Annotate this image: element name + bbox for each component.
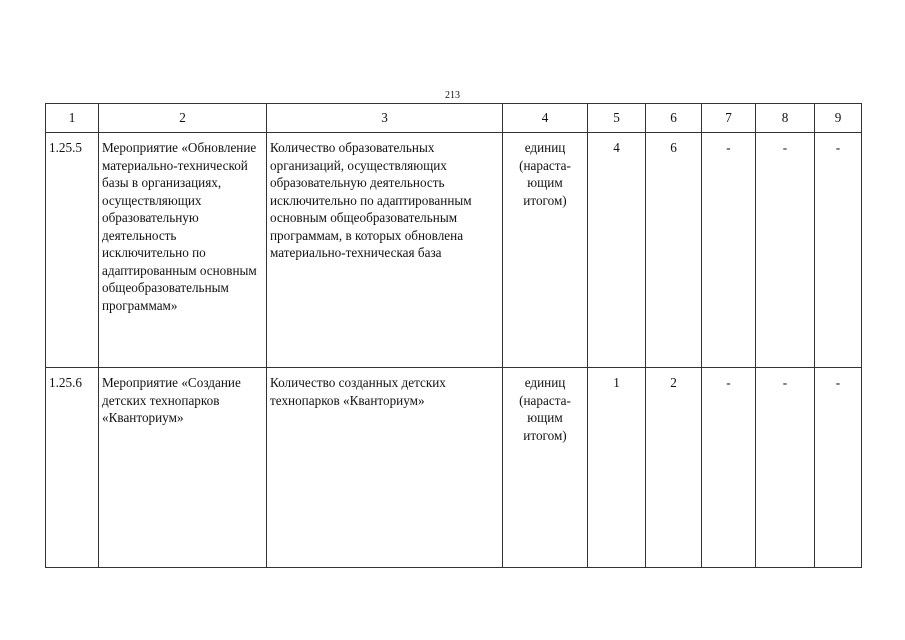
indicator-cell: Количество образовательных организаций, осуществляющих образовательную деятельность исключительно по адаптированным основным общеобразовательным программам, в которых обновлена материально-техническая база — [267, 133, 503, 368]
header-cell-9: 9 — [815, 104, 862, 133]
event-cell: Мероприятие «Обновление материально-технической базы в организациях, осуществляющих образовательную деятельность исключительно по адаптированным основным общеобразовательным программам» — [99, 133, 267, 368]
header-cell-7: 7 — [702, 104, 756, 133]
value-cell-6: 2 — [646, 368, 702, 568]
value-cell-9: - — [815, 133, 862, 368]
header-cell-4: 4 — [503, 104, 588, 133]
event-cell: Мероприятие «Создание детских технопарков «Кванториум» — [99, 368, 267, 568]
table-row — [46, 133, 862, 368]
value-cell-7: - — [702, 368, 756, 568]
indicator-cell: Количество созданных детских технопарков «Кванториум» — [267, 368, 503, 568]
table-row — [46, 368, 862, 568]
unit-cell: единиц (нараста-ющим итогом) — [503, 368, 588, 568]
table-header-row — [46, 104, 862, 133]
value-cell-8: - — [756, 368, 815, 568]
value-cell-5: 4 — [588, 133, 646, 368]
header-cell-3: 3 — [267, 104, 503, 133]
value-cell-5: 1 — [588, 368, 646, 568]
unit-cell: единиц (нараста-ющим итогом) — [503, 133, 588, 368]
page-number: 213 — [445, 90, 460, 101]
header-cell-2: 2 — [99, 104, 267, 133]
value-cell-9: - — [815, 368, 862, 568]
header-cell-5: 5 — [588, 104, 646, 133]
indicators-table — [45, 103, 862, 568]
row-number-cell: 1.25.5 — [46, 133, 99, 368]
value-cell-6: 6 — [646, 133, 702, 368]
value-cell-7: - — [702, 133, 756, 368]
row-number-cell: 1.25.6 — [46, 368, 99, 568]
header-cell-6: 6 — [646, 104, 702, 133]
value-cell-8: - — [756, 133, 815, 368]
header-cell-1: 1 — [46, 104, 99, 133]
header-cell-8: 8 — [756, 104, 815, 133]
